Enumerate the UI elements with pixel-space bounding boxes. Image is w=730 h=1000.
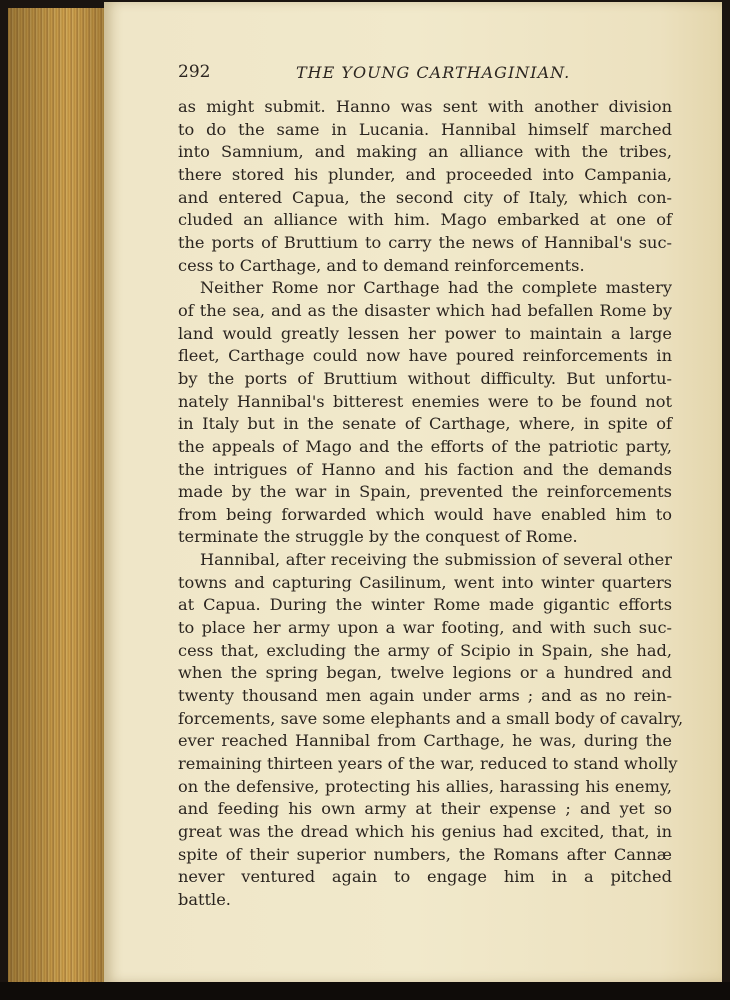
text-line: to do the same in Lucania. Hannibal himself marched: [178, 119, 672, 139]
text-line: forcements, save some elephants and a small body of cavalry,: [178, 708, 684, 728]
scan-border: [0, 982, 730, 1000]
text-line: and entered Capua, the second city of Italy, which con-: [178, 187, 672, 207]
text-line: from being forwarded which would have enabled him to: [178, 504, 672, 524]
text-line: never ventured again to engage him in a pitched: [178, 867, 672, 887]
running-title: THE YOUNG CARTHAGINIAN.: [296, 63, 571, 82]
text-line: by the ports of Bruttium without difficulty. But unfortu-: [178, 368, 672, 388]
text-line: Neither Rome nor Carthage had the complete mastery: [200, 278, 672, 298]
text-line: terminate the struggle by the conquest of Rome.: [178, 527, 578, 547]
text-line: on the defensive, protecting his allies, harassing his enemy,: [178, 776, 672, 796]
text-line: at Capua. During the winter Rome made gigantic efforts: [178, 595, 672, 615]
page-edges-shading: [8, 8, 108, 986]
text-line: in Italy but in the senate of Carthage, where, in spite of: [178, 414, 672, 434]
text-line: into Samnium, and making an alliance with the tribes,: [178, 142, 672, 162]
text-line: towns and capturing Casilinum, went into winter quarters: [178, 572, 672, 592]
text-line: cess that, excluding the army of Scipio in Spain, she had,: [178, 640, 672, 660]
text-line: cluded an alliance with him. Mago embarked at one of: [178, 210, 672, 230]
text-line: Hannibal, after receiving the submission of several other: [200, 550, 672, 570]
text-line: nately Hannibal's bitterest enemies were to be found not: [178, 391, 672, 411]
text-line: of the sea, and as the disaster which had befallen Rome by: [178, 300, 672, 320]
text-line: and feeding his own army at their expense ; and yet so: [178, 799, 672, 819]
text-line: great was the dread which his genius had excited, that, in: [178, 822, 672, 841]
text-line: the appeals of Mago and the efforts of the patriotic party,: [178, 436, 672, 456]
body-text: [178, 96, 684, 912]
text-line: the intrigues of Hanno and his faction and the demands: [178, 459, 672, 479]
text-line: cess to Carthage, and to demand reinforcements.: [178, 255, 585, 275]
text-line: made by the war in Spain, prevented the reinforcements: [178, 482, 672, 502]
text-line: to place her army upon a war footing, and with such suc-: [178, 618, 672, 638]
text-line: twenty thousand men again under arms ; and as no rein-: [178, 686, 672, 706]
text-line: when the spring began, twelve legions or a hundred and: [178, 663, 672, 683]
text-line: as might submit. Hanno was sent with another division: [178, 97, 672, 116]
text-line: fleet, Carthage could now have poured reinforcements in: [178, 346, 672, 366]
text-line: there stored his plunder, and proceeded into Campania,: [178, 164, 672, 184]
page-number: 292: [178, 62, 211, 82]
text-line: the ports of Bruttium to carry the news of Hannibal's suc-: [178, 232, 672, 252]
page-header: [178, 62, 672, 84]
text-line: battle.: [178, 889, 231, 909]
text-line: remaining thirteen years of the war, reduced to stand wholly: [178, 754, 678, 774]
text-line: land would greatly lessen her power to maintain a large: [178, 323, 672, 343]
text-line: ever reached Hannibal from Carthage, he was, during the: [178, 731, 672, 751]
text-line: spite of their superior numbers, the Romans after Cannæ: [178, 844, 672, 864]
